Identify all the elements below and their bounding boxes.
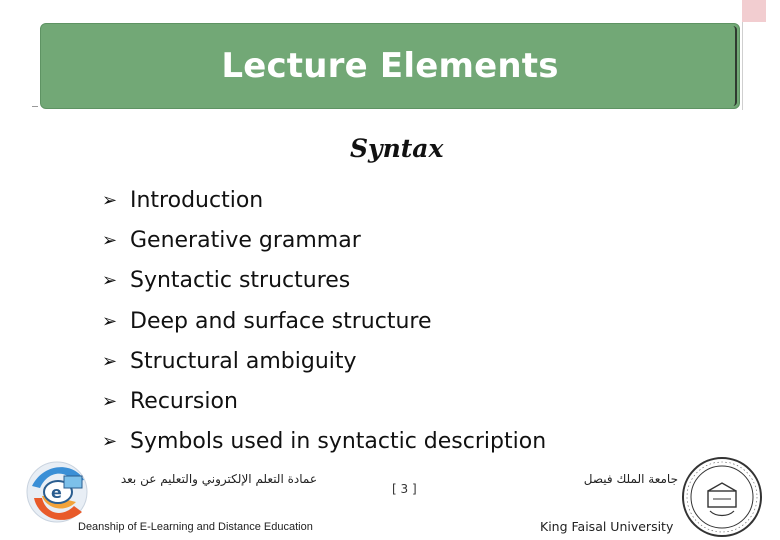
bullet-text: Syntactic structures [130, 268, 351, 294]
list-item [102, 341, 546, 381]
list-item [102, 381, 546, 421]
bullet-text: Generative grammar [130, 227, 361, 253]
list-item [102, 261, 546, 301]
deanship-english-label: Deanship of E-Learning and Distance Education [78, 521, 313, 533]
bullet-text: Structural ambiguity [130, 348, 357, 374]
page-number: [ 3 ] [392, 482, 417, 496]
svg-text:e: e [51, 483, 62, 502]
bullet-text: Recursion [130, 389, 238, 415]
bullet-list [102, 180, 546, 462]
list-item [102, 180, 546, 220]
slide-title: Lecture Elements [221, 46, 559, 86]
list-item [102, 220, 546, 260]
arrow-bullet-icon: ➢ [102, 229, 118, 251]
arrow-bullet-icon: ➢ [102, 310, 118, 332]
divider-tick [32, 106, 38, 107]
banner-edge-decoration [731, 26, 737, 106]
arrow-bullet-icon: ➢ [102, 350, 118, 372]
bullet-text: Deep and surface structure [130, 308, 432, 334]
bullet-text: Introduction [130, 187, 264, 213]
bullet-text: Symbols used in syntactic description [130, 429, 547, 455]
university-seal-icon [680, 455, 764, 539]
deanship-arabic-label: عمادة التعلم الإلكتروني والتعليم عن بعد [120, 472, 317, 486]
slide-subtitle: Syntax [350, 134, 444, 163]
list-item [102, 301, 546, 341]
arrow-bullet-icon: ➢ [102, 431, 118, 453]
university-arabic-label: جامعة الملك فيصل [583, 472, 678, 486]
arrow-bullet-icon: ➢ [102, 189, 118, 211]
side-decoration [742, 22, 767, 110]
corner-decoration [742, 0, 766, 22]
university-english-label: King Faisal University [540, 519, 674, 534]
arrow-bullet-icon: ➢ [102, 391, 118, 413]
list-item [102, 422, 546, 462]
title-banner [40, 23, 740, 109]
arrow-bullet-icon: ➢ [102, 270, 118, 292]
